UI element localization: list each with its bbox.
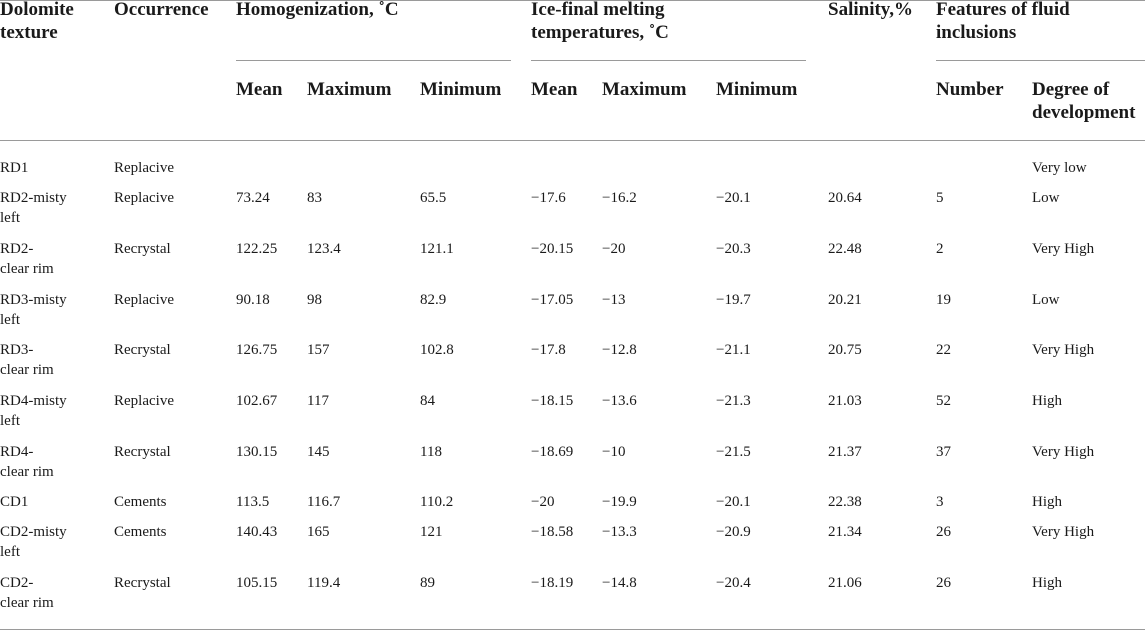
cell-h-min: 84 <box>420 393 435 409</box>
cell-h-max: 157 <box>307 342 330 358</box>
cell-i-min: −20.1 <box>716 190 751 206</box>
subheader-degree-of-development <box>1032 78 1135 124</box>
cell-texture-line: RD3-misty <box>0 292 67 308</box>
cell-h-mean: 73.24 <box>236 190 270 206</box>
cell-texture-line: left <box>0 312 20 328</box>
cell-i-min: −20.9 <box>716 524 751 540</box>
cell-texture-line: CD2- <box>0 575 34 591</box>
subheader-homog-maximum: Maximum <box>307 79 392 100</box>
cell-h-mean: 126.75 <box>236 342 278 358</box>
homogenization-group-rule <box>236 60 511 61</box>
cell-number: 52 <box>936 393 951 409</box>
cell-i-max: −19.9 <box>602 494 637 510</box>
cell-texture-line: left <box>0 413 20 429</box>
cell-h-max: 117 <box>307 393 329 409</box>
cell-i-min: −21.3 <box>716 393 751 409</box>
cell-i-mean: −18.69 <box>531 444 574 460</box>
subheader-degree-line1: Degree of <box>1032 79 1110 100</box>
cell-texture <box>0 188 67 228</box>
cell-occurrence: Recrystal <box>114 342 171 358</box>
cell-texture-line: RD4- <box>0 444 34 460</box>
cell-occurrence: Replacive <box>114 292 174 308</box>
cell-degree: Very High <box>1032 524 1095 540</box>
cell-h-mean: 130.15 <box>236 444 278 460</box>
cell-texture-line: clear rim <box>0 595 54 611</box>
cell-i-min: −19.7 <box>716 292 751 308</box>
cell-h-min: 110.2 <box>420 494 454 510</box>
cell-salinity: 21.03 <box>828 393 862 409</box>
cell-salinity: 22.38 <box>828 494 862 510</box>
header-ice-final-melting <box>531 0 669 44</box>
cell-i-mean: −20.15 <box>531 241 574 257</box>
cell-occurrence: Cements <box>114 524 167 540</box>
cell-h-mean: 90.18 <box>236 292 270 308</box>
cell-h-min: 82.9 <box>420 292 447 308</box>
cell-number: 37 <box>936 444 951 460</box>
cell-h-min: 65.5 <box>420 190 447 206</box>
cell-h-max: 123.4 <box>307 241 341 257</box>
cell-i-max: −14.8 <box>602 575 637 591</box>
cell-degree: Very High <box>1032 444 1095 460</box>
cell-h-min: 118 <box>420 444 442 460</box>
header-occurrence: Occurrence <box>114 0 209 20</box>
cell-i-max: −13 <box>602 292 626 308</box>
cell-salinity: 20.64 <box>828 190 862 206</box>
cell-texture <box>0 239 54 279</box>
header-salinity: Salinity,% <box>828 0 913 20</box>
cell-texture <box>0 391 67 431</box>
cell-i-max: −10 <box>602 444 626 460</box>
cell-texture-line: RD2- <box>0 241 34 257</box>
cell-i-min: −21.5 <box>716 444 751 460</box>
cell-h-min: 121.1 <box>420 241 454 257</box>
cell-i-max: −13.3 <box>602 524 637 540</box>
cell-texture-line: clear rim <box>0 261 54 277</box>
cell-occurrence: Recrystal <box>114 575 171 591</box>
cell-i-max: −12.8 <box>602 342 637 358</box>
cell-i-mean: −17.8 <box>531 342 566 358</box>
cell-i-mean: −18.58 <box>531 524 574 540</box>
cell-i-mean: −18.15 <box>531 393 574 409</box>
cell-salinity: 21.37 <box>828 444 862 460</box>
cell-number: 2 <box>936 241 944 257</box>
cell-occurrence: Replacive <box>114 190 174 206</box>
cell-number: 3 <box>936 494 944 510</box>
subheader-number: Number <box>936 79 1004 100</box>
header-dolomite-texture <box>0 0 74 44</box>
subheader-homog-minimum: Minimum <box>420 79 502 100</box>
cell-degree: High <box>1032 393 1062 409</box>
cell-i-mean: −17.6 <box>531 190 566 206</box>
cell-number: 19 <box>936 292 951 308</box>
cell-h-max: 165 <box>307 524 330 540</box>
cell-texture-line: left <box>0 544 20 560</box>
cell-i-max: −16.2 <box>602 190 637 206</box>
subheader-degree-line2: development <box>1032 102 1136 123</box>
cell-texture-line: RD3- <box>0 342 34 358</box>
header-features-line2: inclusions <box>936 22 1017 43</box>
table-bottom-rule <box>0 629 1145 630</box>
cell-texture <box>0 340 54 380</box>
cell-i-min: −20.4 <box>716 575 751 591</box>
cell-texture <box>0 290 67 330</box>
cell-occurrence: Replacive <box>114 160 174 176</box>
cell-texture-line: RD4-misty <box>0 393 67 409</box>
cell-i-mean: −17.05 <box>531 292 574 308</box>
cell-i-min: −21.1 <box>716 342 751 358</box>
header-dolomite-texture-line2: texture <box>0 22 58 43</box>
cell-texture-line: RD1 <box>0 160 29 176</box>
cell-degree: Very low <box>1032 160 1087 176</box>
cell-salinity: 20.75 <box>828 342 862 358</box>
cell-number: 22 <box>936 342 951 358</box>
subheader-ice-mean: Mean <box>531 79 578 100</box>
subheader-ice-minimum: Minimum <box>716 79 798 100</box>
cell-texture <box>0 158 28 178</box>
subheader-ice-maximum: Maximum <box>602 79 687 100</box>
cell-salinity: 22.48 <box>828 241 862 257</box>
header-homogenization: Homogenization, ˚C <box>236 0 399 20</box>
ice-melting-group-rule <box>531 60 806 61</box>
cell-texture <box>0 442 54 482</box>
cell-number: 26 <box>936 575 951 591</box>
subheader-homog-mean: Mean <box>236 79 283 100</box>
cell-salinity: 21.06 <box>828 575 862 591</box>
header-ice-line2: temperatures, ˚C <box>531 22 669 43</box>
cell-i-min: −20.3 <box>716 241 751 257</box>
features-group-rule <box>936 60 1145 61</box>
cell-i-mean: −20 <box>531 494 555 510</box>
header-bottom-rule <box>0 140 1145 141</box>
cell-h-max: 119.4 <box>307 575 341 591</box>
cell-degree: High <box>1032 494 1062 510</box>
cell-texture-line: left <box>0 210 20 226</box>
cell-salinity: 21.34 <box>828 524 862 540</box>
cell-occurrence: Recrystal <box>114 444 171 460</box>
cell-texture-line: CD1 <box>0 494 29 510</box>
cell-salinity: 20.21 <box>828 292 862 308</box>
cell-occurrence: Recrystal <box>114 241 171 257</box>
cell-h-max: 98 <box>307 292 322 308</box>
cell-degree: Very High <box>1032 342 1095 358</box>
cell-texture <box>0 492 28 512</box>
cell-h-min: 121 <box>420 524 443 540</box>
cell-i-max: −13.6 <box>602 393 637 409</box>
cell-h-max: 116.7 <box>307 494 341 510</box>
cell-degree: High <box>1032 575 1062 591</box>
cell-h-mean: 122.25 <box>236 241 278 257</box>
cell-h-mean: 105.15 <box>236 575 278 591</box>
cell-degree: Very High <box>1032 241 1095 257</box>
cell-i-min: −20.1 <box>716 494 751 510</box>
header-features <box>936 0 1070 44</box>
cell-h-mean: 102.67 <box>236 393 278 409</box>
cell-h-mean: 140.43 <box>236 524 278 540</box>
cell-h-min: 89 <box>420 575 435 591</box>
cell-h-mean: 113.5 <box>236 494 270 510</box>
cell-number: 5 <box>936 190 944 206</box>
cell-h-max: 83 <box>307 190 322 206</box>
cell-h-min: 102.8 <box>420 342 454 358</box>
header-ice-line1: Ice-final melting <box>531 0 665 20</box>
cell-texture <box>0 573 54 613</box>
cell-texture-line: clear rim <box>0 464 54 480</box>
header-features-line1: Features of fluid <box>936 0 1070 20</box>
cell-h-max: 145 <box>307 444 330 460</box>
header-dolomite-texture-line1: Dolomite <box>0 0 74 20</box>
cell-i-mean: −18.19 <box>531 575 574 591</box>
cell-texture-line: clear rim <box>0 362 54 378</box>
cell-texture-line: CD2-misty <box>0 524 67 540</box>
cell-degree: Low <box>1032 190 1060 206</box>
cell-occurrence: Cements <box>114 494 167 510</box>
cell-texture <box>0 522 67 562</box>
cell-i-max: −20 <box>602 241 626 257</box>
cell-texture-line: RD2-misty <box>0 190 67 206</box>
cell-occurrence: Replacive <box>114 393 174 409</box>
cell-degree: Low <box>1032 292 1060 308</box>
cell-number: 26 <box>936 524 951 540</box>
